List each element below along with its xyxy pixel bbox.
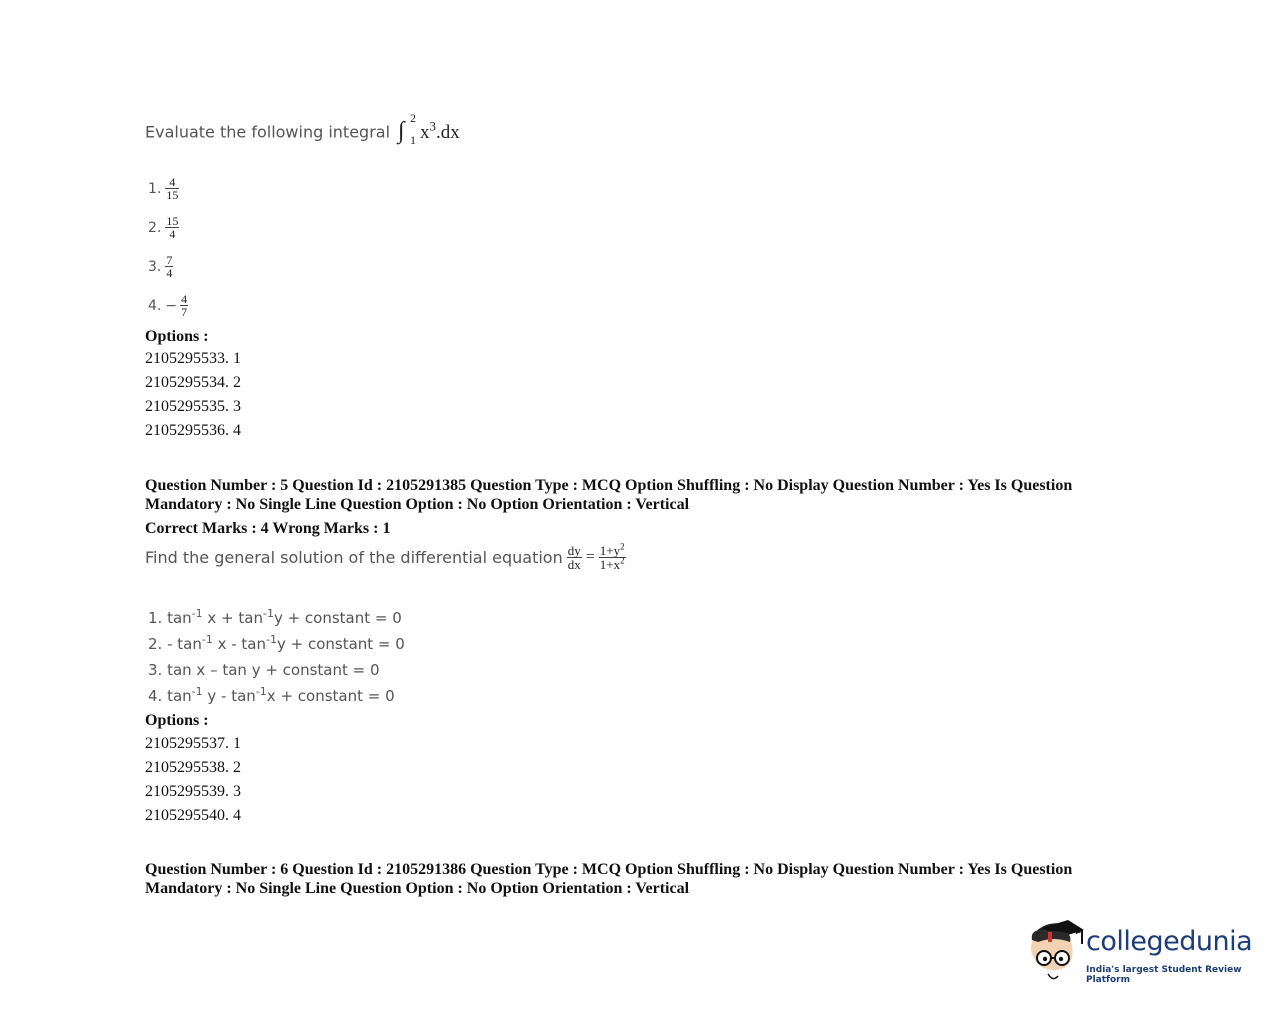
choice-label: 4.	[148, 297, 162, 314]
q4-choice	[148, 286, 188, 325]
option-id-row: 2105295535. 3	[145, 398, 241, 415]
q5-meta-line2: Mandatory : No Single Line Question Option : No Option Orientation : Vertical	[145, 496, 690, 513]
choice-fraction	[165, 176, 179, 201]
fraction-numerator: 4	[181, 292, 188, 306]
q6-meta-line2: Mandatory : No Single Line Question Option : No Option Orientation : Vertical	[145, 880, 690, 897]
q5-rhs-fraction: $\frac{1+y^2}{1+x^2}$	[599, 541, 625, 572]
fraction-numerator: 15	[166, 214, 179, 228]
choice-label: 2.	[148, 219, 162, 236]
q5-choice: 3. tan x – tan y + constant = 0	[148, 661, 380, 679]
fraction-denominator: 7	[181, 305, 188, 319]
choice-label: 3.	[148, 258, 162, 275]
q5-choice: 2. - $\tan^{-1} x - \tan^{-1}y$ + constant = 0	[148, 633, 405, 653]
option-id-row: 2105295534. 2	[145, 374, 241, 391]
fraction-denominator: 4	[165, 227, 179, 240]
logo-tagline: India's largest Student Review Platform	[1086, 965, 1242, 985]
integral-lower: 1	[410, 133, 417, 147]
option-id-row: 2105295538. 2	[145, 759, 241, 776]
q4-choice	[148, 208, 188, 247]
q5-equals: =	[585, 548, 595, 566]
q5-choice: 1. $\tan^{-1} x + \tan^{-1}y$ + constant = 0	[148, 607, 402, 627]
q4-choice-list	[148, 169, 188, 325]
integral-upper: 2	[410, 111, 417, 125]
option-id-row: 2105295539. 3	[145, 783, 241, 800]
fraction-numerator: 7	[166, 253, 173, 267]
collegedunia-logo[interactable]	[1024, 918, 1254, 988]
q5-meta-line1: Question Number : 5 Question Id : 2105291385 Question Type : MCQ Option Shuffling : No Display Question Number : Yes Is Question	[145, 477, 1073, 494]
choice-sign: −	[165, 297, 178, 314]
integral-body: $x^3.dx$	[420, 118, 460, 143]
q4-choice	[148, 247, 188, 286]
q4-choice	[148, 169, 188, 208]
q4-prompt: Evaluate the following integral	[145, 122, 391, 142]
q4-options-heading: Options :	[145, 328, 209, 345]
q5-stem	[145, 541, 626, 572]
option-id-row: 2105295537. 1	[145, 735, 241, 752]
q4-integral	[394, 111, 472, 148]
q5-prompt: Find the general solution of the differential equation	[145, 548, 563, 567]
choice-label: 1.	[148, 180, 162, 197]
q4-options-list	[145, 350, 241, 446]
q4-stem	[145, 111, 472, 148]
fraction-numerator: 4	[169, 175, 176, 189]
student-mascot-icon	[1024, 918, 1086, 984]
fraction-denominator: 4	[166, 266, 173, 280]
fraction-denominator: 15	[166, 188, 179, 202]
option-id-row: 2105295533. 1	[145, 350, 241, 367]
q5-options-heading: Options :	[145, 712, 209, 729]
logo-name: collegedunia	[1086, 926, 1253, 957]
q5-choice-list	[148, 605, 405, 709]
integral-sign-icon: ∫	[398, 118, 405, 144]
q5-options-list	[145, 735, 241, 831]
option-id-row: 2105295540. 4	[145, 807, 241, 824]
q5-choice: 4. $\tan^{-1} y - \tan^{-1}x$ + constant = 0	[148, 685, 395, 705]
q5-marks: Correct Marks : 4 Wrong Marks : 1	[145, 520, 391, 537]
choice-fraction	[165, 215, 179, 240]
choice-fraction	[165, 254, 173, 279]
option-id-row: 2105295536. 4	[145, 422, 241, 439]
choice-fraction	[180, 293, 188, 318]
q6-meta-line1: Question Number : 6 Question Id : 2105291386 Question Type : MCQ Option Shuffling : No Display Question Number : Yes Is Question	[145, 861, 1073, 878]
q5-lhs-fraction: $\frac{dy}{dx}$	[567, 543, 581, 572]
